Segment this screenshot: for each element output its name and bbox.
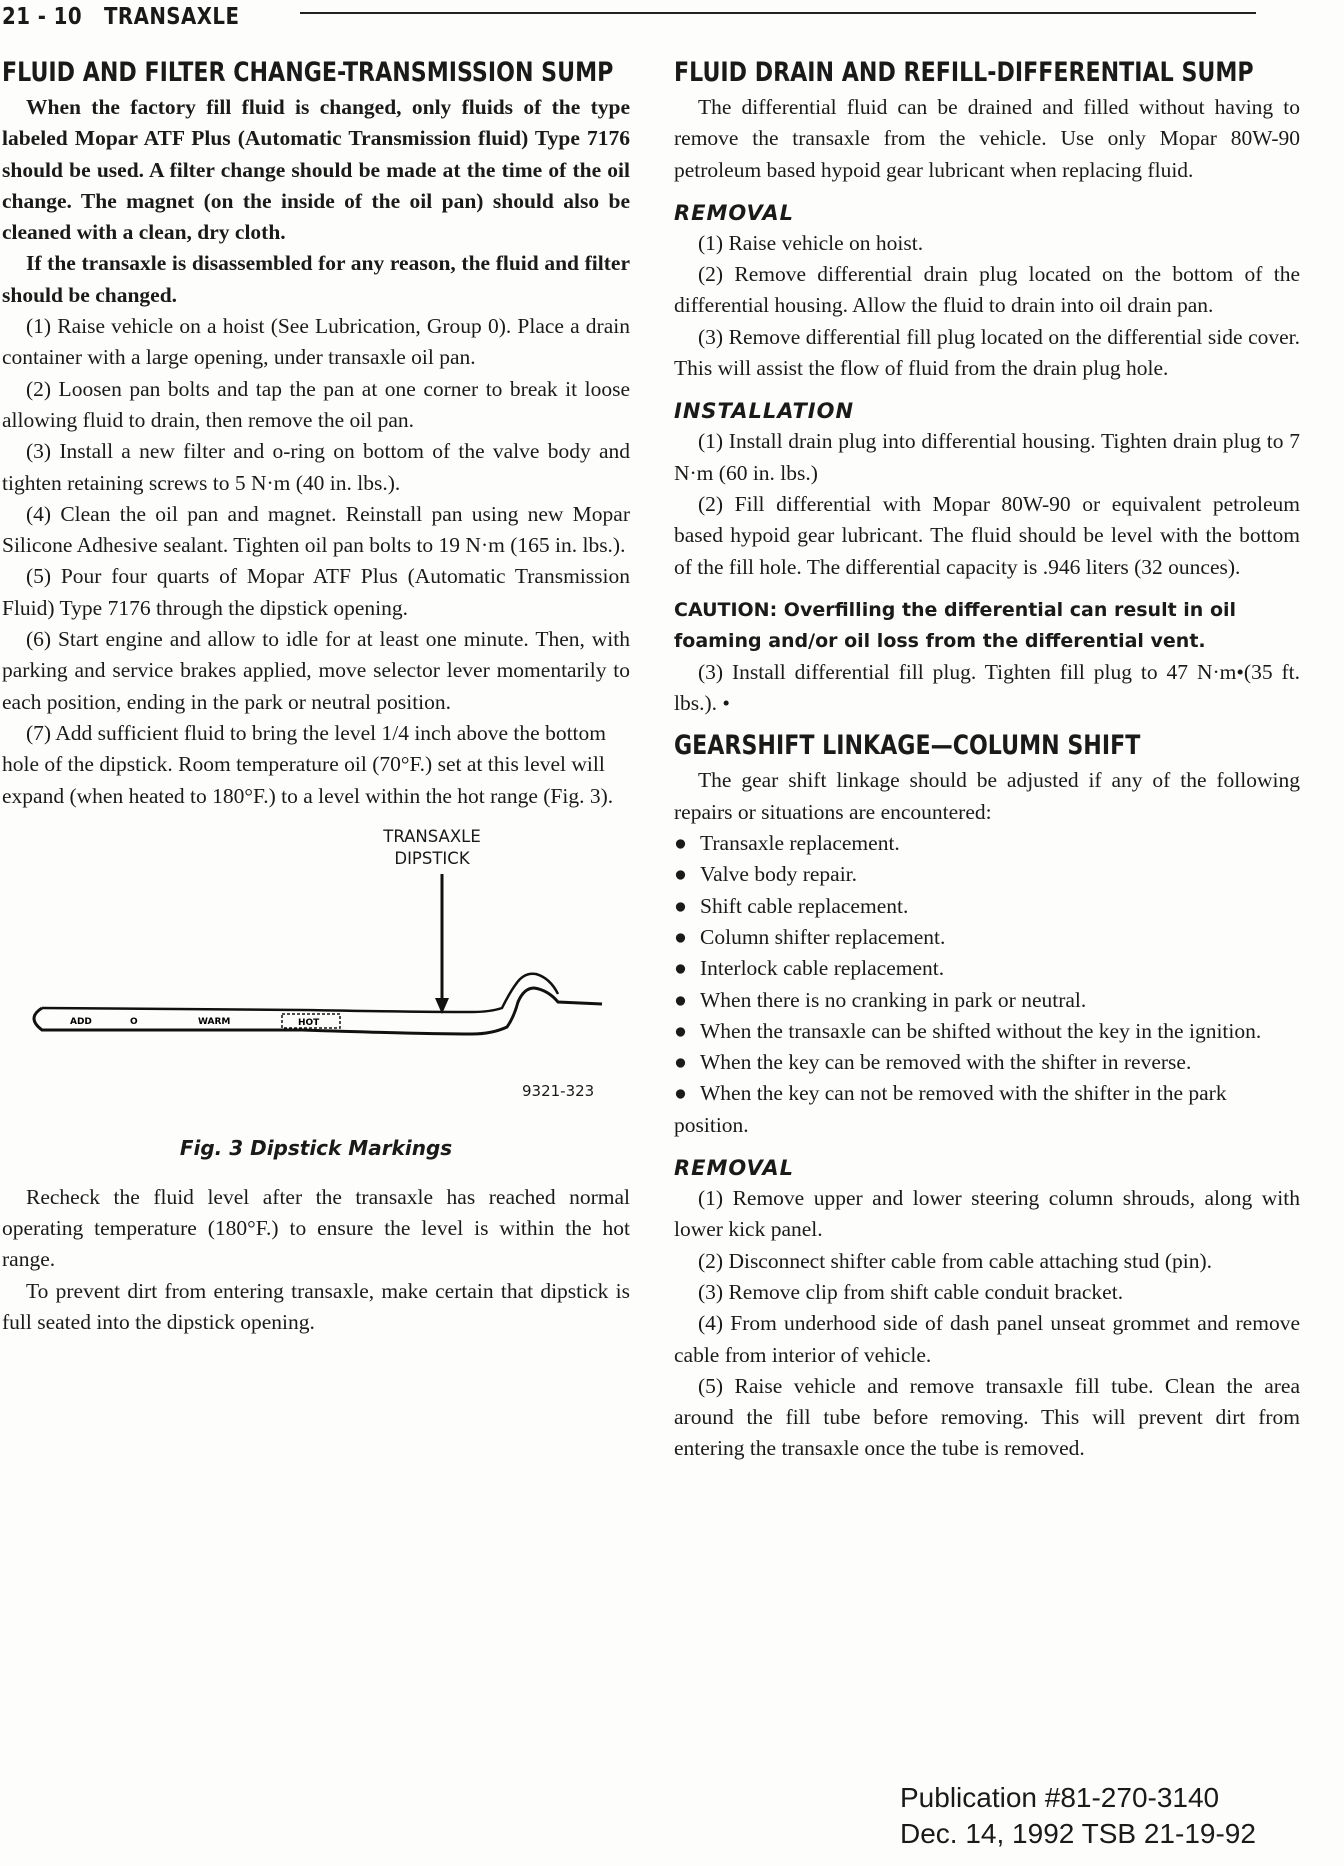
list-item: ● When there is no cranking in park or neutral. [674, 987, 1087, 1012]
right-column [674, 58, 1300, 1465]
list-item: ● Column shifter replacement. [674, 924, 946, 949]
list-item: ● When the key can not be removed with the shifter in the park position. [674, 1081, 1227, 1137]
dipstick-figure [2, 812, 630, 1182]
subtitle-removal-linkage: REMOVAL [674, 1156, 794, 1181]
figure-code: 9321-323 [522, 1081, 595, 1100]
step-paragraph: (2) Fill differential with Mopar 80W-90 or equivalent petroleum based hypoid gear lubricant. The fluid should be level with the bottom of the fill hole. The differential capacity is .946 liters (32 ounces). [674, 491, 1300, 579]
paragraph: The gear shift linkage should be adjusted if any of the following repairs or situations are encountered: [674, 768, 1300, 824]
list-item: ● When the transaxle can be shifted without the key in the ignition. [674, 1018, 1262, 1043]
subtitle-installation: INSTALLATION [674, 399, 855, 424]
paragraph: Recheck the fluid level after the transaxle has reached normal operating temperature (180°F.) to ensure the level is within the hot range. [2, 1184, 630, 1272]
step-paragraph: (4) From underhood side of dash panel unseat grommet and remove cable from interior of vehicle. [674, 1311, 1300, 1367]
list-item: ● Transaxle replacement. [674, 831, 900, 856]
step-paragraph: (5) Pour four quarts of Mopar ATF Plus (Automatic Transmission Fluid) Type 7176 through the dipstick opening. [2, 564, 630, 620]
step-paragraph: (3) Remove differential fill plug located on the differential side cover. This will assist the flow of fluid from the drain plug hole. [674, 324, 1300, 381]
step-paragraph: (3) Remove clip from shift cable conduit bracket. [698, 1279, 1124, 1304]
repair-list [674, 828, 1300, 1141]
step-paragraph: (1) Remove upper and lower steering column shrouds, along with lower kick panel. [674, 1186, 1300, 1242]
dipstick-mark-warm: WARM [198, 1016, 231, 1027]
figure-caption: Fig. 3 Dipstick Markings [179, 1135, 453, 1160]
page-header [0, 0, 1344, 34]
page-header-text: 21 - 10 TRANSAXLE [2, 4, 240, 30]
dipstick-mark-add: ADD [70, 1016, 92, 1027]
paragraph: If the transaxle is disassembled for any reason, the fluid and filter should be changed. [2, 251, 630, 307]
section-title-gearshift: GEARSHIFT LINKAGE—COLUMN SHIFT [674, 730, 1141, 762]
step-paragraph: (2) Disconnect shifter cable from cable attaching stud (pin). [698, 1248, 1213, 1273]
step-paragraph: (2) Loosen pan bolts and tap the pan at one corner to break it loose allowing fluid to drain, then remove the oil pan. [2, 376, 630, 432]
publication-number: Publication #81-270-3140 [900, 1782, 1220, 1813]
figure-label: TRANSAXLE DIPSTICK [383, 826, 481, 868]
step-paragraph: (3) Install differential fill plug. Tighten fill plug to 47 N·m•(35 ft. lbs.). • [674, 659, 1300, 716]
dipstick-mark-o: O [130, 1016, 138, 1027]
publication-footer [900, 1780, 1256, 1852]
publication-date-tsb: Dec. 14, 1992 TSB 21-19-92 [900, 1818, 1256, 1849]
step-paragraph: (1) Raise vehicle on a hoist (See Lubrication, Group 0). Place a drain container with a large opening, under transaxle oil pan. [2, 314, 630, 370]
step-paragraph: (4) Clean the oil pan and magnet. Reinstall pan using new Mopar Silicone Adhesive sealant. Tighten oil pan bolts to 19 N·m (165 in. lbs.). [2, 501, 630, 558]
list-item: ● Shift cable replacement. [674, 893, 909, 918]
list-item: ● Interlock cable replacement. [674, 956, 945, 981]
paragraph: When the factory fill fluid is changed, only fluids of the type labeled Mopar ATF Plus (Automatic Transmission fluid) Type 7176 should be used. A filter change should be made at the time of the oil change. The magnet (on the inside of the oil pan) should also be cleaned with a clean, dry cloth. [2, 95, 630, 245]
header-rule [300, 12, 1256, 14]
left-column [2, 58, 630, 1338]
paragraph: To prevent dirt from entering transaxle, make certain that dipstick is full seated into the dipstick opening. [2, 1278, 630, 1335]
caution-note: CAUTION: Overfilling the differential can result in oil foaming and/or oil loss from the differential vent. [674, 598, 1237, 652]
step-paragraph: (5) Raise vehicle and remove transaxle fill tube. Clean the area around the fill tube before removing. This will prevent dirt from entering the transaxle once the tube is removed. [674, 1373, 1300, 1461]
step-paragraph: (2) Remove differential drain plug located on the bottom of the differential housing. Allow the fluid to drain into oil drain pan. [674, 262, 1300, 318]
section-title-fluid-filter: FLUID AND FILTER CHANGE-TRANSMISSION SUMP [2, 57, 614, 88]
step-paragraph: (3) Install a new filter and o-ring on bottom of the valve body and tighten retaining screws to 5 N·m (40 in. lbs.). [2, 439, 630, 495]
step-paragraph: (7) Add sufficient fluid to bring the level 1/4 inch above the bottom hole of the dipstick. Room temperature oil (70°F.) set at this level will expand (when heated to 180°F.) to a level within the hot range (Fig. 3). [2, 720, 614, 808]
subtitle-removal: REMOVAL [674, 200, 794, 225]
step-paragraph: (1) Raise vehicle on hoist. [698, 230, 924, 255]
paragraph: The differential fluid can be drained and filled without having to remove the transaxle from the vehicle. Use only Mopar 80W-90 petroleum based hypoid gear lubricant when replacing fluid. [674, 95, 1300, 182]
dipstick-illustration [2, 812, 630, 1112]
step-paragraph: (6) Start engine and allow to idle for at least one minute. Then, with parking and service brakes applied, move selector lever momentarily to each position, ending in the park or neutral position. [2, 627, 630, 714]
list-item: ● When the key can be removed with the shifter in reverse. [674, 1050, 1192, 1075]
step-paragraph: (1) Install drain plug into differential housing. Tighten drain plug to 7 N·m (60 in. lbs.) [674, 429, 1300, 485]
dipstick-mark-hot: HOT [298, 1017, 320, 1028]
section-title-differential: FLUID DRAIN AND REFILL-DIFFERENTIAL SUMP [674, 57, 1254, 88]
list-item: ● Valve body repair. [674, 862, 858, 887]
